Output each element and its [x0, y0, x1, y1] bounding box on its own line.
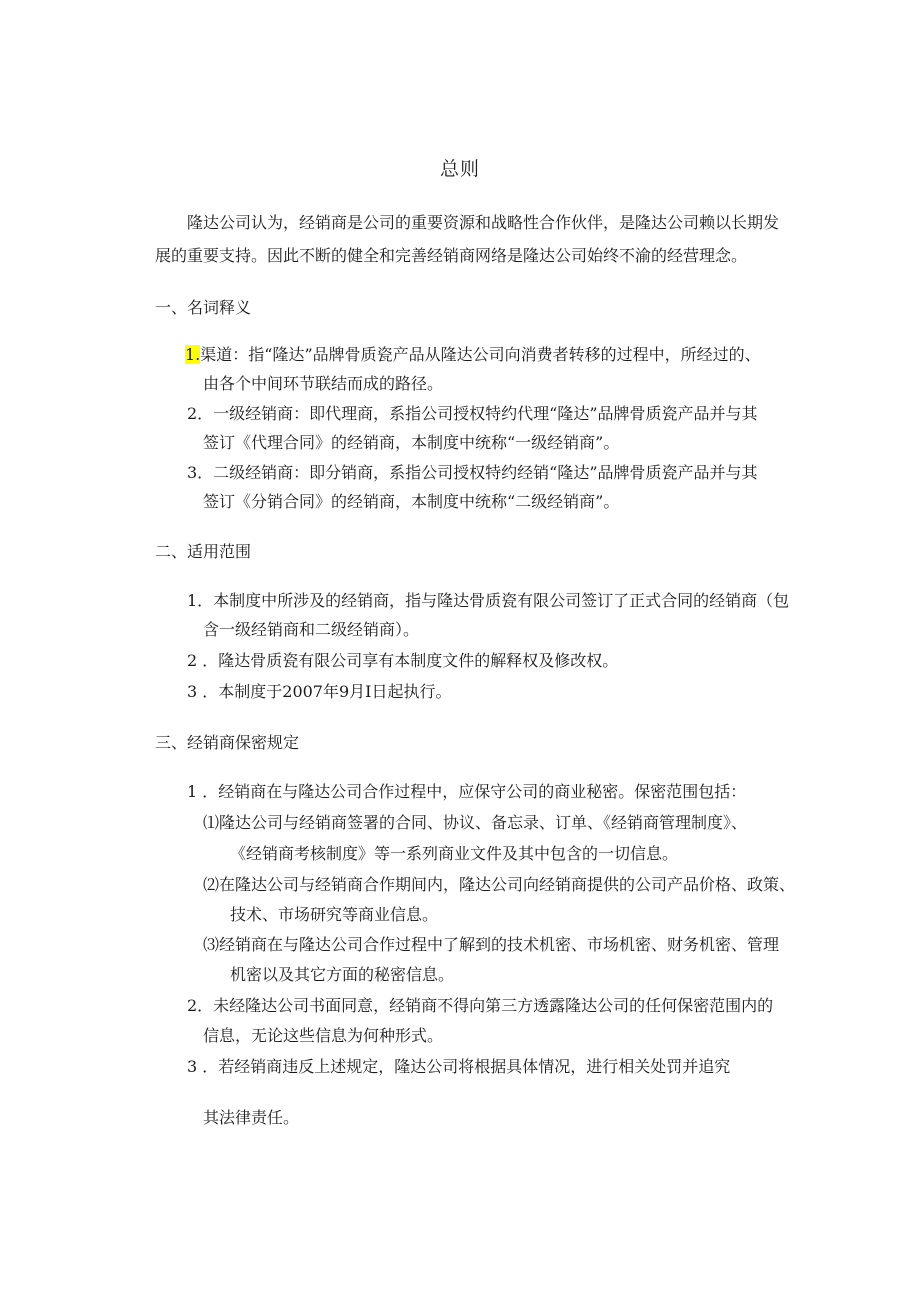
section-2-item-2: 2 ．隆达骨质瓷有限公司享有本制度文件的解释权及修改权。 — [187, 651, 619, 670]
section-3-sub-1-line-1: ⑴隆达公司与经销商签署的合同、协议、备忘录、订单、《经销商管理制度》、 — [203, 813, 748, 832]
section-1-heading: 一、名词释义 — [155, 298, 252, 317]
section-3-item-2-line-2: 信息，无论这些信息为何种形式。 — [203, 1026, 444, 1045]
intro-line-2: 展的重要支持。因此不断的健全和完善经销商网络是隆达公司始终不渝的经营理念。 — [155, 246, 748, 265]
section-1-item-1-line-1 — [185, 345, 761, 365]
section-3-heading: 三、经销商保密规定 — [155, 733, 300, 752]
section-1-item-3-line-2: 签订《分销合同》的经销商，本制度中统称“二级经销商”。 — [203, 492, 620, 511]
section-3-sub-1-line-2: 《经销商考核制度》等一系列商业文件及其中包含的一切信息。 — [230, 844, 679, 863]
section-2-heading: 二、适用范围 — [155, 542, 252, 561]
section-2-item-3: 3 ．本制度于2007年9月I日起执行。 — [187, 682, 452, 701]
section-1-item-1-text: 渠道：指“隆达”品牌骨质瓷产品从隆达公司向消费者转移的过程中，所经过的、 — [200, 345, 761, 364]
section-3-sub-2-line-2: 技术、市场研究等商业信息。 — [230, 905, 439, 924]
section-3-item-3-line-2: 其法律责任。 — [203, 1108, 300, 1127]
section-3-item-1: 1 ．经销商在与隆达公司合作过程中，应保守公司的商业秘密。保密范围包括： — [187, 782, 747, 801]
section-1-item-2-line-2: 签订《代理合同》的经销商，本制度中统称“一级经销商”。 — [203, 433, 620, 452]
section-3-item-2-line-1: 2．未经隆达公司书面同意，经销商不得向第三方透露隆达公司的任何保密范围内的 — [187, 996, 774, 1015]
intro-line-1: 隆达公司认为，经销商是公司的重要资源和战略性合作伙伴，是隆达公司赖以长期发 — [187, 213, 780, 232]
section-1-item-1-line-2: 由各个中间环节联结而成的路径。 — [203, 374, 444, 393]
section-1-item-3-line-1: 3．二级经销商：即分销商，系指公司授权特约经销“隆达”品牌骨质瓷产品并与其 — [187, 463, 758, 482]
highlighted-number: 1. — [185, 345, 201, 364]
section-3-sub-3-line-1: ⑶经销商在与隆达公司合作过程中了解到的技术机密、市场机密、财务机密、管理 — [203, 935, 780, 954]
section-1-item-2-line-1: 2．一级经销商：即代理商，系指公司授权特约代理“隆达”品牌骨质瓷产品并与其 — [187, 404, 758, 423]
section-3-sub-2-line-1: ⑵在隆达公司与经销商合作期间内，隆达公司向经销商提供的公司产品价格、政策、 — [203, 875, 796, 894]
section-2-item-1-line-1: 1．本制度中所涉及的经销商，指与隆达骨质瓷有限公司签订了正式合同的经销商（包 — [187, 591, 790, 610]
page-title: 总则 — [439, 158, 480, 180]
section-2-item-1-line-2: 含一级经销商和二级经销商）。 — [203, 620, 420, 639]
section-3-item-3-line-1: 3 ．若经销商违反上述规定，隆达公司将根据具体情况，进行相关处罚并追究 — [187, 1057, 731, 1076]
section-3-sub-3-line-2: 机密以及其它方面的秘密信息。 — [230, 965, 455, 984]
